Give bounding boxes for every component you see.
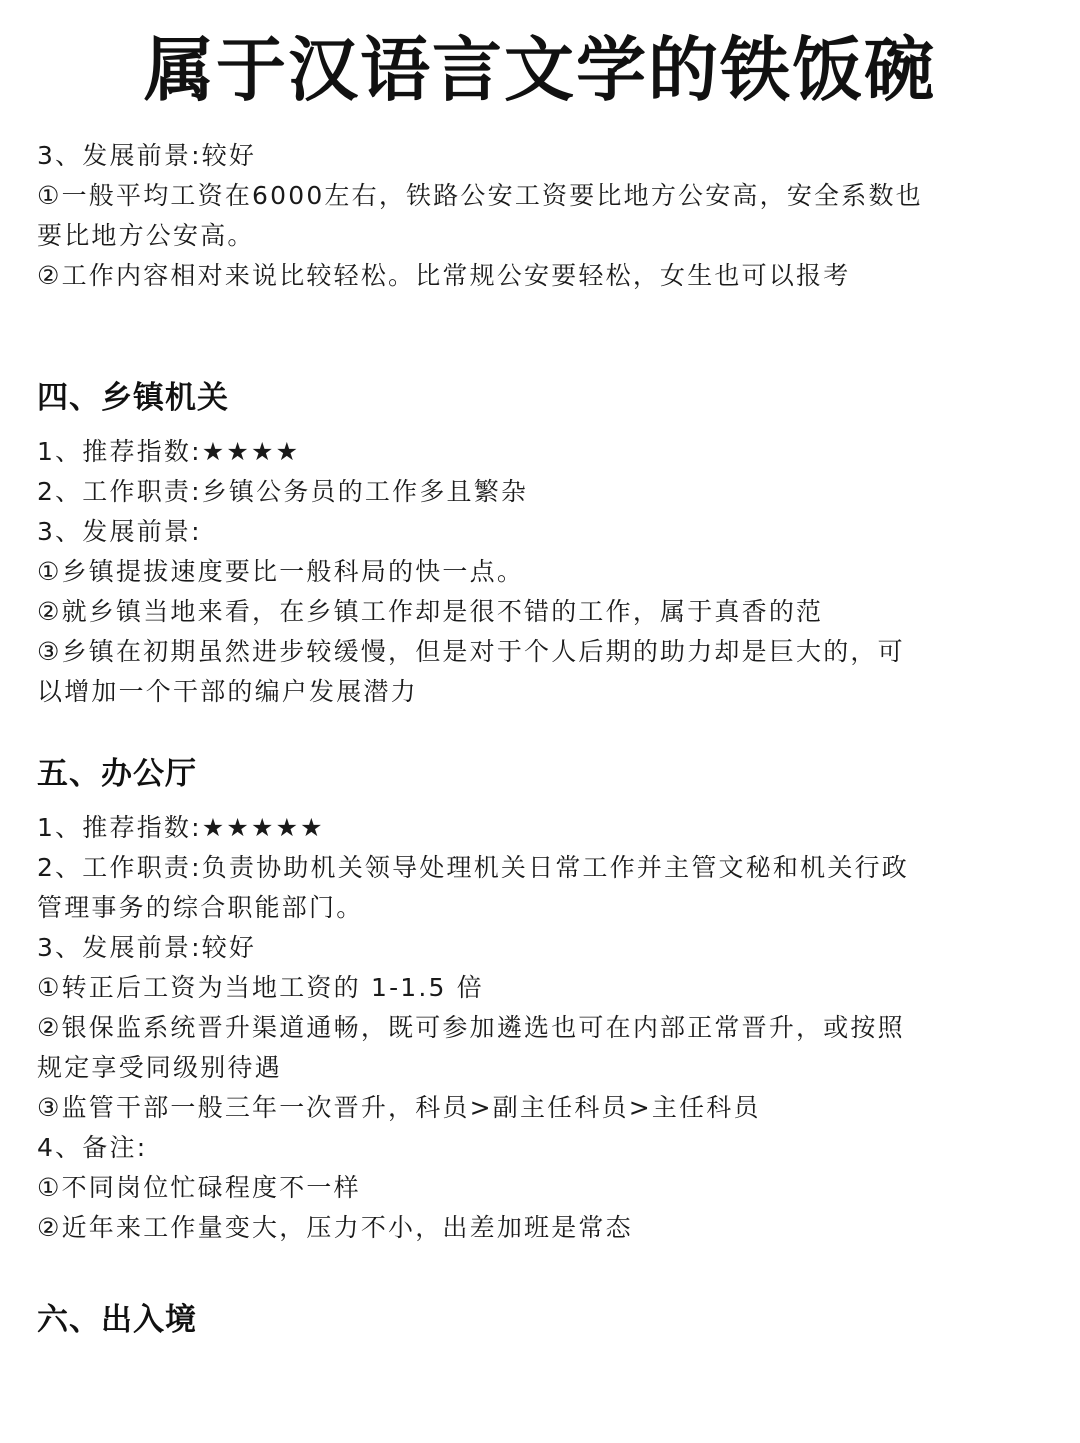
section-line: 1、推荐指数:★★★★ (37, 437, 301, 466)
section-line: ①乡镇提拔速度要比一般科局的快一点。 (37, 557, 525, 586)
section-general-office (37, 808, 1037, 1248)
section-line: ③乡镇在初期虽然进步较缓慢，但是对于个人后期的助力却是巨大的，可 (37, 637, 905, 666)
section-line: 2、工作职责:负责协助机关领导处理机关日常工作并主管文秘和机关行政 (37, 853, 909, 882)
intro-block (37, 136, 1037, 296)
intro-line: ②工作内容相对来说比较轻松。比常规公安要轻松，女生也可以报考 (37, 261, 851, 290)
section-line: 3、发展前景: (37, 517, 202, 546)
section-line: 规定享受同级别待遇 (37, 1053, 282, 1082)
section-line: 3、发展前景:较好 (37, 933, 257, 962)
section-line: 4、备注: (37, 1133, 148, 1162)
page-title: 属于汉语言文学的铁饭碗 (144, 29, 936, 111)
intro-line: 要比地方公安高。 (37, 221, 255, 250)
section-line: ①转正后工资为当地工资的 1-1.5 倍 (37, 973, 484, 1002)
section-line: 1、推荐指数:★★★★★ (37, 813, 325, 842)
section-line: ①不同岗位忙碌程度不一样 (37, 1173, 361, 1202)
section-line: 2、工作职责:乡镇公务员的工作多且繁杂 (37, 477, 529, 506)
intro-line: ①一般平均工资在6000左右，铁路公安工资要比地方公安高，安全系数也 (37, 181, 923, 210)
intro-line: 3、发展前景:较好 (37, 141, 257, 170)
section-heading-immigration: 六、出入境 (37, 1302, 197, 1338)
section-heading-general-office: 五、办公厅 (37, 756, 197, 792)
article-body (37, 136, 1037, 1342)
section-heading-township: 四、乡镇机关 (37, 380, 229, 416)
section-line: ②就乡镇当地来看，在乡镇工作却是很不错的工作，属于真香的范 (37, 597, 824, 626)
section-line: 以增加一个干部的编户发展潜力 (37, 677, 418, 706)
section-line: ③监管干部一般三年一次晋升，科员>副主任科员>主任科员 (37, 1093, 761, 1122)
section-line: ②银保监系统晋升渠道通畅，既可参加遴选也可在内部正常晋升，或按照 (37, 1013, 905, 1042)
section-township (37, 432, 1037, 712)
section-line: 管理事务的综合职能部门。 (37, 893, 364, 922)
section-line: ②近年来工作量变大，压力不小，出差加班是常态 (37, 1213, 633, 1242)
